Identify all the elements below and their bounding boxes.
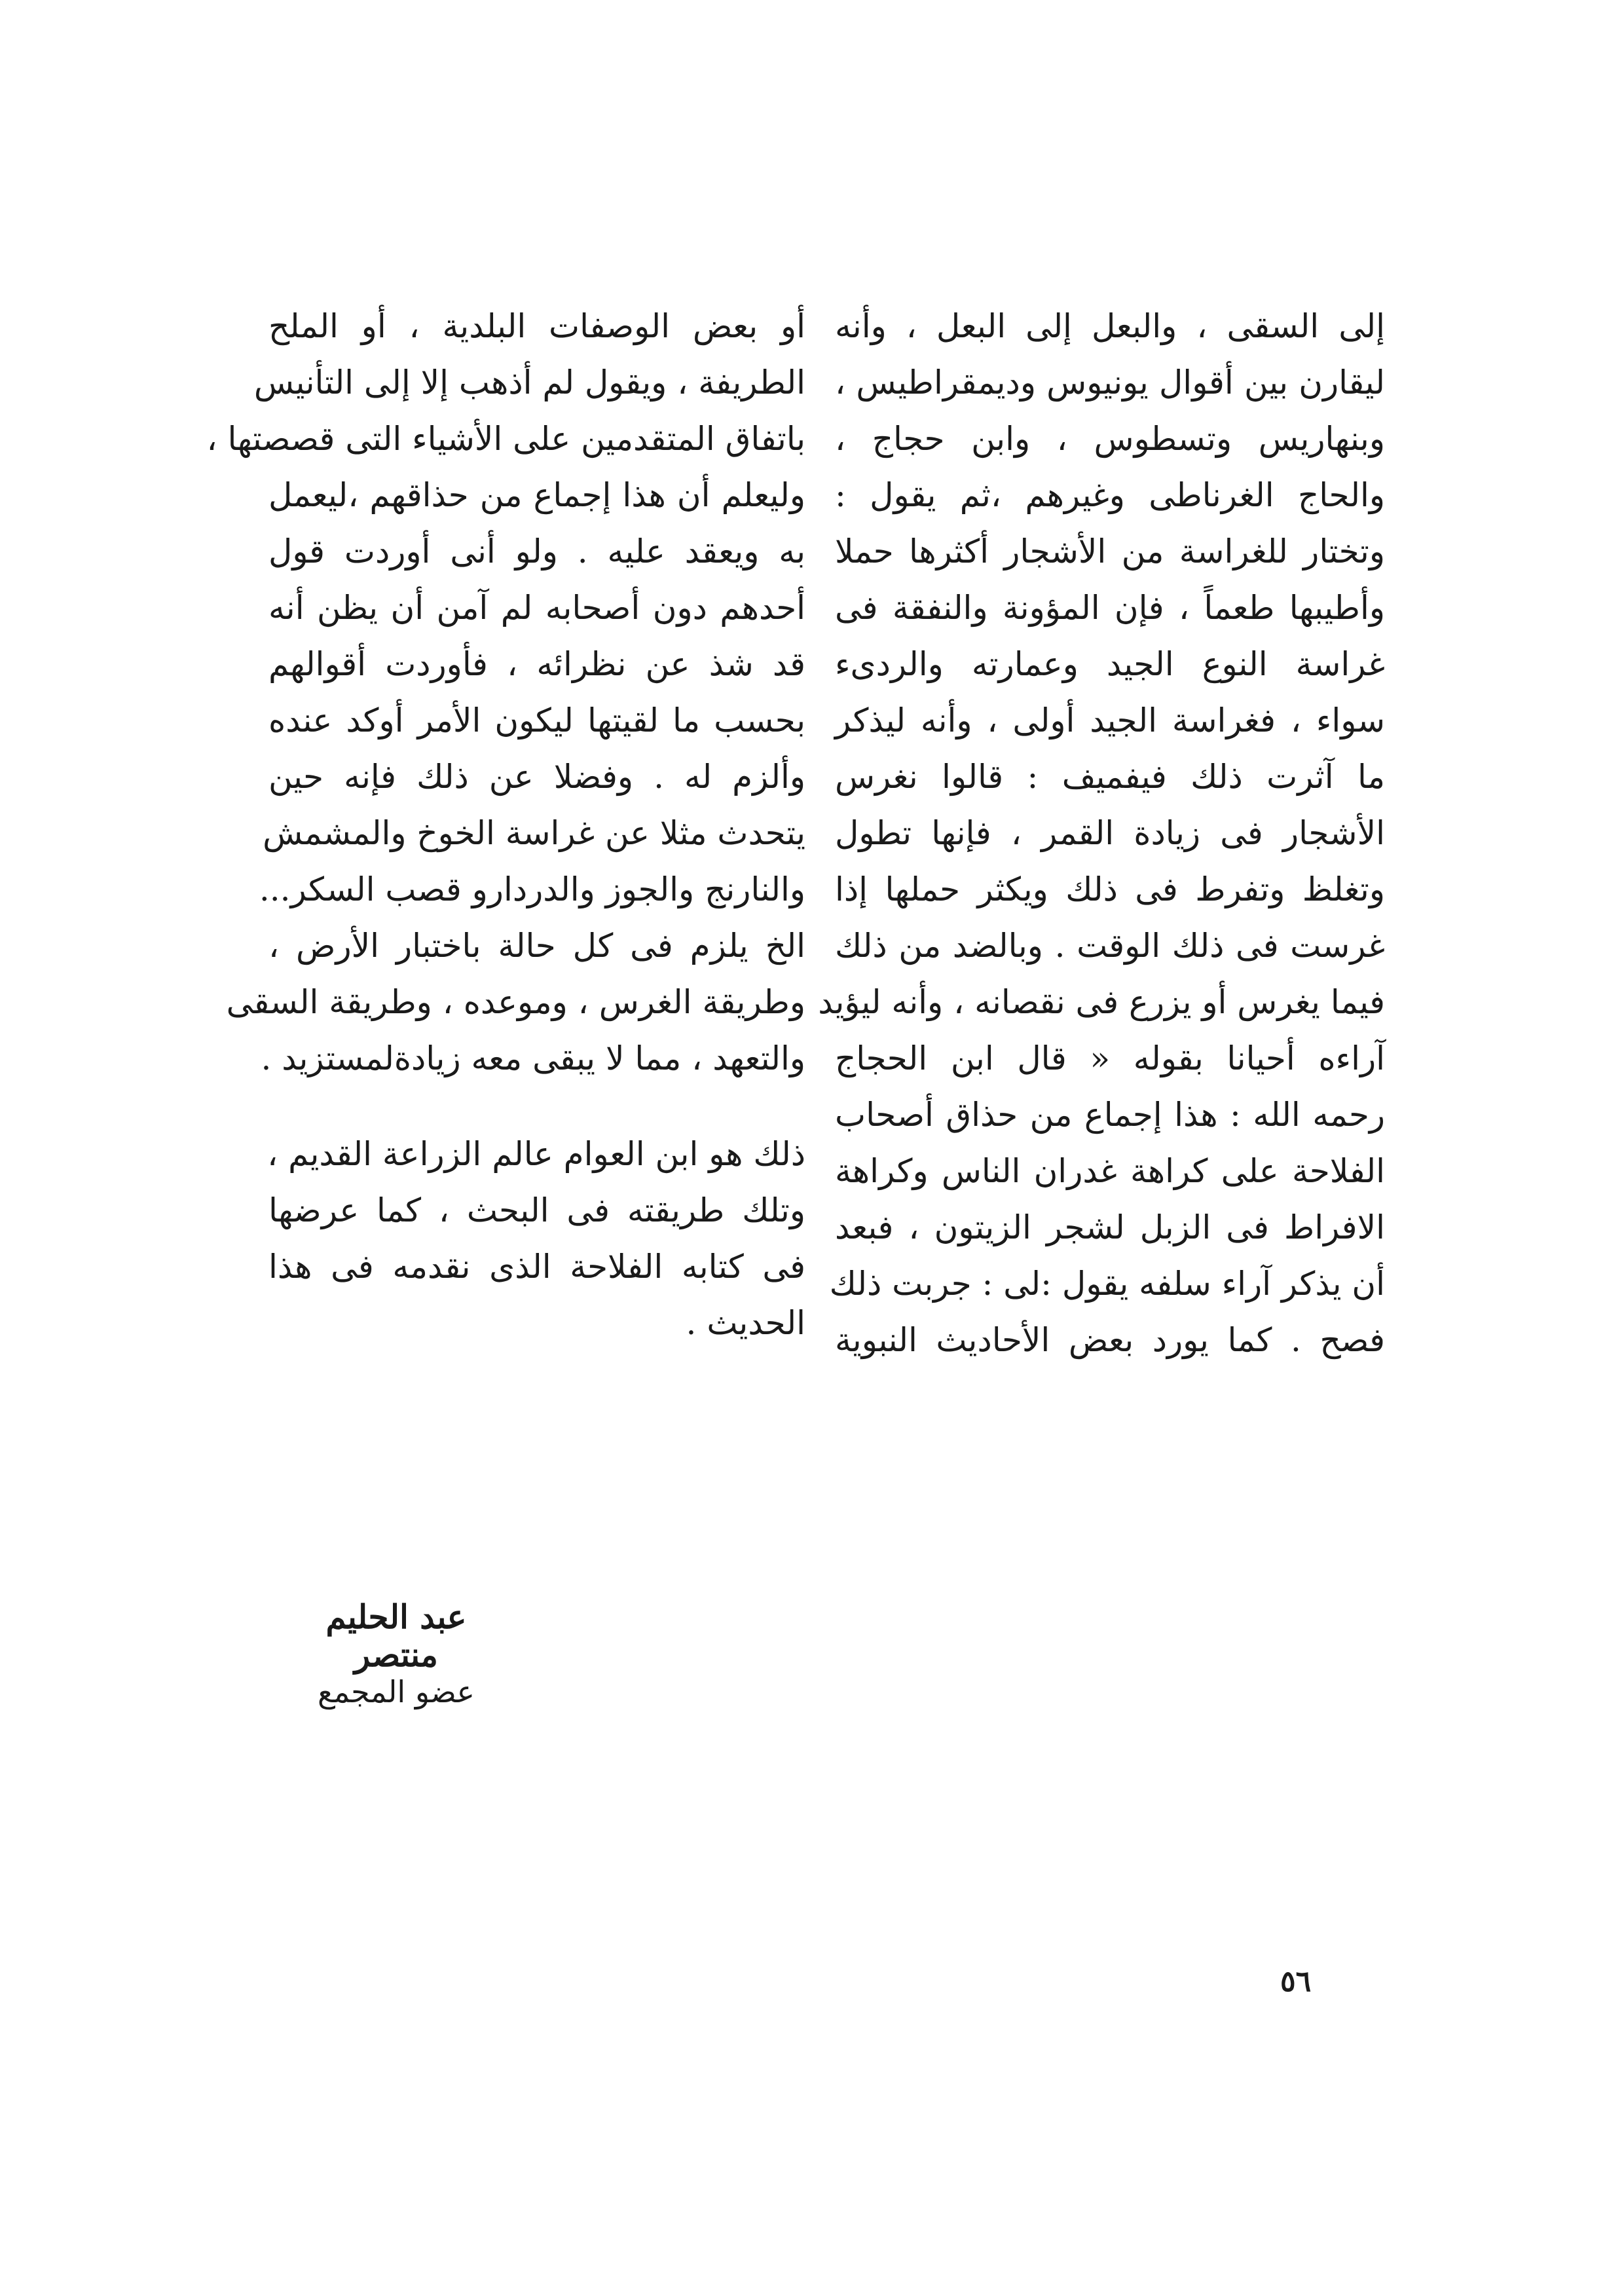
text-line: أن يذكر آراء سلفه يقول :لى : جربت ذلك [829, 1265, 1385, 1303]
text-line: الطريفة ، ويقول لم أذهب إلا إلى التأنيس [253, 364, 805, 401]
text-line: وليعلم أن هذا إجماع من حذاقهم ،ليعمل [268, 476, 805, 514]
text-line: وتلك طريقته فى البحث ، كما عرضها [268, 1191, 805, 1229]
text-line: والتعهد ، مما لا يبقى معه زيادةلمستزيد . [261, 1039, 805, 1077]
text-line: أو بعض الوصفات البلدية ، أو الملح [268, 307, 805, 345]
text-line: أحدهم دون أصحابه لم آمن أن يظن أنه [268, 589, 805, 627]
text-line: فى كتابه الفلاحة الذى نقدمه فى هذا [268, 1248, 805, 1286]
text-line: وتغلظ وتفرط فى ذلك ويكثر حملها إذا [835, 870, 1385, 908]
text-line: فصح . كما يورد بعض الأحاديث النبوية [835, 1321, 1385, 1359]
text-line: إلى السقى ، والبعل إلى البعل ، وأنه [835, 307, 1385, 345]
text-line: ما آثرت ذلك فيفميف : قالوا نغرس [835, 758, 1385, 796]
text-line: يتحدث مثلا عن غراسة الخوخ والمشمش [263, 814, 805, 852]
author-name: عبد الحليم منتصر [325, 1597, 467, 1674]
text-line: وطريقة الغرس ، وموعده ، وطريقة السقى [226, 983, 805, 1021]
author-signature [288, 1598, 504, 1709]
text-line: فيما يغرس أو يزرع فى نقصانه ، وأنه ليؤيد [818, 983, 1385, 1021]
left-text-column [206, 298, 805, 1351]
text-line: باتفاق المتقدمين على الأشياء التى قصصتها ، [206, 420, 805, 458]
author-title: عضو المجمع [318, 1674, 475, 1709]
text-line: وتختار للغراسة من الأشجار أكثرها حملا [835, 532, 1385, 570]
text-line: قد شذ عن نظرائه ، فأوردت أقوالهم [268, 645, 805, 683]
text-line: والحاج الغرناطى وغيرهم ،ثم يقول : [835, 476, 1385, 514]
text-line: وبنهاريس وتسطوس ، وابن حجاج ، [835, 420, 1385, 458]
text-line: الفلاحة على كراهة غدران الناس وكراهة [835, 1152, 1385, 1190]
text-line: الافراط فى الزبل لشجر الزيتون ، فبعد [835, 1208, 1385, 1246]
text-line: والنارنج والجوز والدردارو قصب السكر... [259, 870, 805, 908]
text-line: رحمه الله : هذا إجماع من حذاق أصحاب [835, 1096, 1385, 1134]
paragraph-2 [268, 1126, 805, 1351]
text-line: غرست فى ذلك الوقت . وبالضد من ذلك [835, 927, 1385, 965]
text-line: ليقارن بين أقوال يونيوس وديمقراطيس ، [835, 364, 1385, 401]
text-line: وألزم له . وفضلا عن ذلك فإنه حين [268, 758, 805, 796]
text-line: وأطيبها طعماً ، فإن المؤونة والنفقة فى [835, 589, 1385, 627]
text-line: آراءه أحيانا بقوله « قال ابن الحجاج [835, 1039, 1385, 1077]
text-line: بحسب ما لقيتها ليكون الأمر أوكد عنده [268, 701, 805, 739]
text-line: الحديث . [686, 1304, 805, 1342]
text-line: ذلك هو ابن العوام عالم الزراعة القديم ، [267, 1135, 805, 1173]
paragraph-1 [206, 298, 805, 1087]
text-line: به ويعقد عليه . ولو أنى أوردت قول [268, 532, 805, 570]
page-number: ٥٦ [1280, 1965, 1312, 1998]
text-line: الأشجار فى زيادة القمر ، فإنها تطول [835, 814, 1385, 852]
text-line: غراسة النوع الجيد وعمارته والردىء [835, 645, 1385, 683]
text-line: سواء ، فغراسة الجيد أولى ، وأنه ليذكر [835, 701, 1385, 739]
text-line: الخ يلزم فى كل حالة باختبار الأرض ، [268, 927, 805, 965]
right-text-column [818, 298, 1385, 1368]
